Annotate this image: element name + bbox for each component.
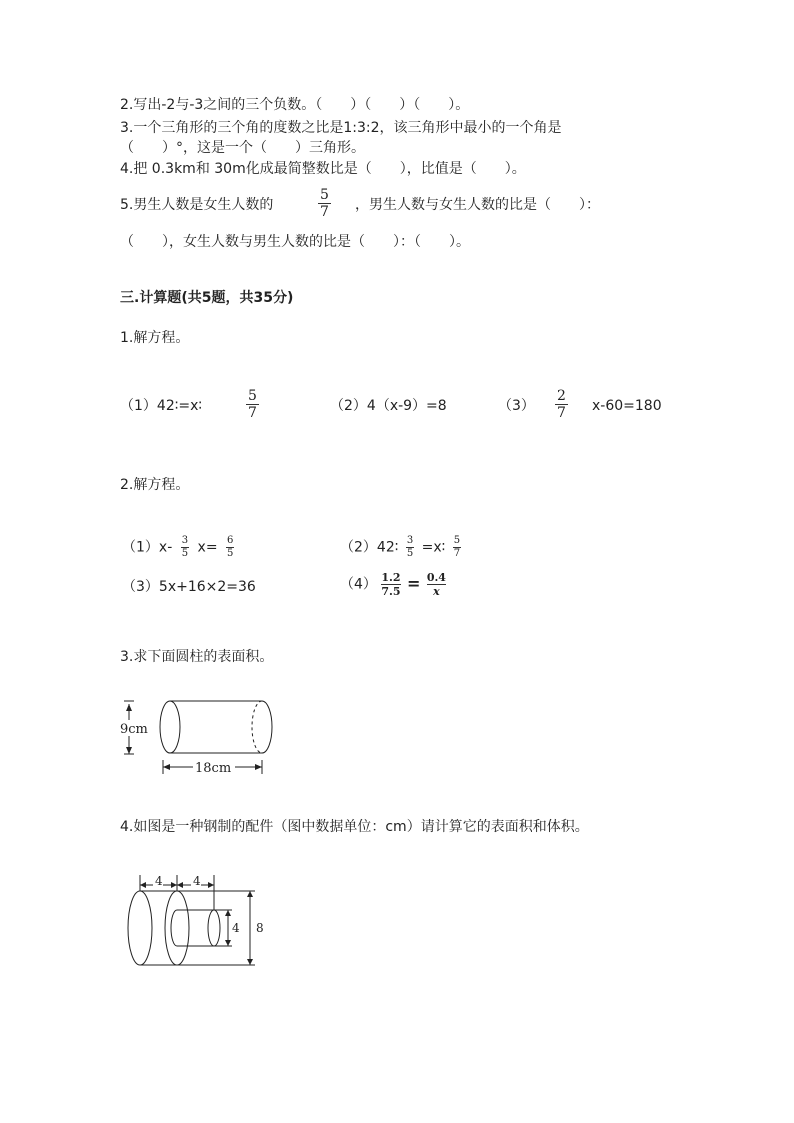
fraction-denominator: x — [433, 585, 440, 598]
q1-eq1-text: （1）42∶=x∶ — [120, 398, 203, 414]
length-label: 18cm — [195, 761, 232, 776]
fraction-denominator: 7 — [248, 405, 257, 421]
q1-eq3-text: x-60=180 — [592, 398, 662, 414]
q2-eq2-part-b: =x∶ — [421, 539, 446, 556]
arrow-up-icon — [225, 910, 231, 916]
q1-eq1-fraction — [246, 389, 259, 420]
q2-eq1-part-a: （1）x- — [122, 539, 173, 556]
fraction-denominator: 7 — [320, 204, 329, 220]
fraction-numerator: 6 — [227, 535, 234, 546]
fraction-numerator: 1.2 — [381, 571, 401, 584]
arrow-down-icon — [126, 747, 132, 754]
section-3-q1-title: 1.解方程。 — [120, 330, 190, 346]
question-5-line-2: （ ），女生人数与男生人数的比是（ ）：（ ）。 — [120, 234, 470, 250]
question-2: 2.写出-2与-3之间的三个负数。（ ）（ ）（ ）。 — [120, 97, 470, 113]
arrow-left-icon — [163, 764, 170, 770]
arrow-up-icon — [247, 891, 253, 897]
fraction-numerator: 0.4 — [426, 571, 446, 584]
steel-part-diagram — [115, 865, 285, 975]
fraction-numerator: 3 — [406, 535, 414, 546]
section-3-q4-title: 4.如图是一种钢制的配件（图中数据单位：cm）请计算它的表面积和体积。 — [120, 819, 589, 835]
arrow-down-icon — [247, 959, 253, 965]
q1-eq3-fraction — [555, 389, 568, 420]
large-cylinder-left-face — [128, 891, 152, 965]
section-3-q3-title: 3.求下面圆柱的表面积。 — [120, 649, 274, 665]
fraction-numerator: 2 — [557, 388, 566, 404]
cylinder-right-face-front — [262, 701, 272, 753]
q2-eq1 — [122, 536, 234, 559]
fraction-numerator: 5 — [320, 187, 329, 203]
section-3-q2-title: 2.解方程。 — [120, 477, 190, 493]
arrow-left-icon — [140, 882, 146, 888]
fraction-denominator: 7 — [557, 405, 566, 421]
large-cylinder-right-face — [165, 891, 189, 965]
arrow-right-icon — [171, 882, 177, 888]
small-cylinder-right-face — [208, 910, 220, 946]
section-3-title: 三.计算题(共5题，共35分) — [120, 290, 294, 306]
q2-eq4 — [340, 572, 446, 597]
fraction-numerator: 5 — [453, 535, 461, 546]
q1-eq2: （2）4（x-9）=8 — [330, 398, 447, 414]
fraction-denominator: 5 — [406, 548, 414, 559]
fraction-denominator: 7.5 — [381, 585, 401, 598]
cylinder-right-face-back — [252, 701, 262, 753]
arrow-left-icon — [177, 882, 183, 888]
arrow-up-icon — [126, 704, 132, 711]
question-5-part-1: 5.男生人数是女生人数的 — [120, 197, 274, 213]
q1-eq3-label: （3） — [498, 398, 535, 414]
fraction-denominator: 5 — [227, 548, 234, 559]
arrow-right-icon — [255, 764, 262, 770]
arrow-right-icon — [208, 882, 214, 888]
question-4: 4.把 0.3km和 30m化成最简整数比是（ ），比值是（ ）。 — [120, 161, 526, 177]
question-3-line-2: （ ）°，这是一个（ ）三角形。 — [120, 140, 365, 156]
equals-sign: = — [406, 573, 421, 593]
dim-label-top-right: 4 — [193, 874, 201, 888]
question-5-fraction — [318, 188, 331, 219]
q2-eq2-part-a: （2）42∶ — [340, 539, 399, 556]
q2-eq3: （3）5x+16×2=36 — [122, 579, 256, 595]
fraction-numerator: 3 — [181, 535, 189, 546]
q2-eq4-part-a: （4） — [340, 576, 377, 593]
fraction-denominator: 7 — [453, 548, 461, 559]
q2-eq2 — [340, 536, 461, 559]
dim-label-top-left: 4 — [155, 874, 163, 888]
question-5-part-2: ，男生人数与女生人数的比是（ ）： — [355, 197, 600, 213]
small-cylinder-left-face — [171, 910, 177, 946]
arrow-down-icon — [225, 940, 231, 946]
cylinder-diagram — [115, 690, 285, 780]
cylinder-left-face — [160, 701, 180, 753]
fraction-denominator: 5 — [181, 548, 189, 559]
dim-label-outer: 8 — [256, 921, 264, 935]
question-3-line-1: 3.一个三角形的三个角的度数之比是1:3:2，该三角形中最小的一个角是 — [120, 120, 562, 136]
dim-label-inner: 4 — [232, 921, 240, 935]
q2-eq1-part-b: x= — [197, 539, 218, 556]
fraction-numerator: 5 — [248, 388, 257, 404]
height-label: 9cm — [120, 722, 148, 737]
